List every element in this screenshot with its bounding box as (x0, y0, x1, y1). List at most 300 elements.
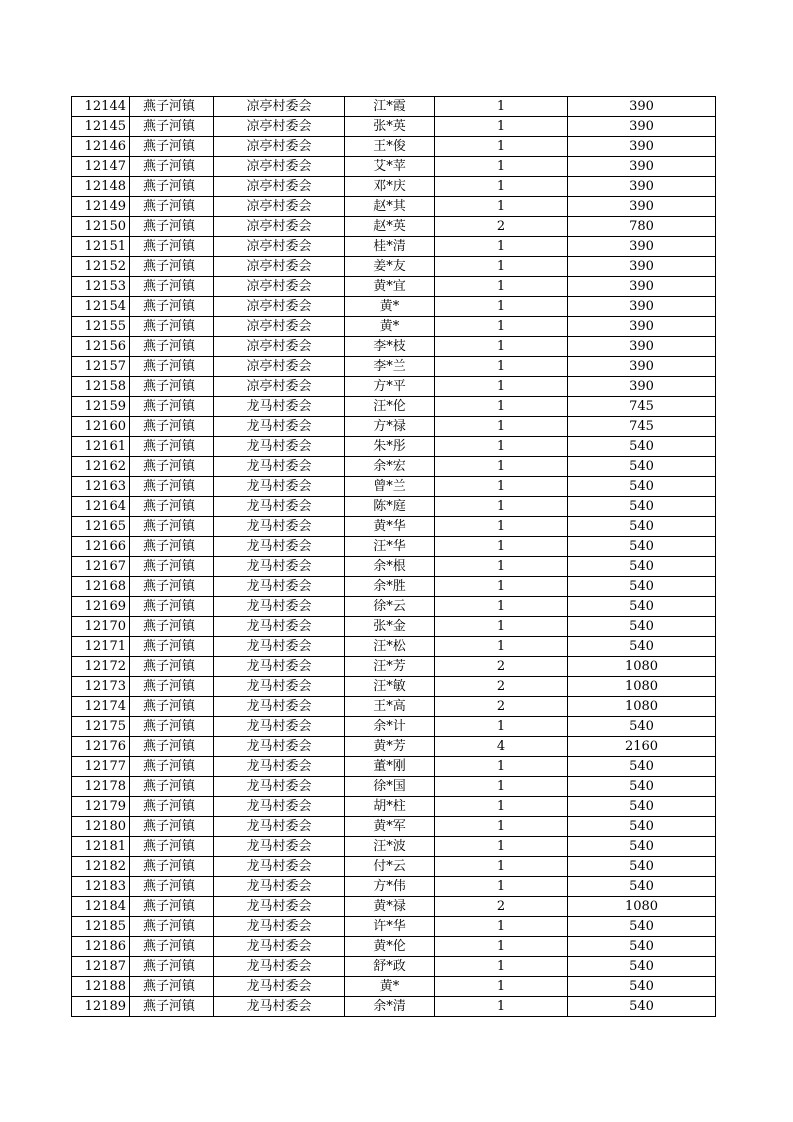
count-cell: 1 (435, 497, 568, 517)
name-cell: 姜*友 (345, 257, 435, 277)
amount-cell: 540 (568, 597, 716, 617)
count-cell: 1 (435, 757, 568, 777)
name-cell: 黄*宜 (345, 277, 435, 297)
row-id-cell: 12145 (72, 117, 130, 137)
table-row (72, 377, 716, 397)
row-id-cell: 12185 (72, 917, 130, 937)
town-cell: 燕子河镇 (130, 957, 214, 977)
village-cell: 龙马村委会 (214, 837, 345, 857)
table-row (72, 937, 716, 957)
name-cell: 方*平 (345, 377, 435, 397)
amount-cell: 390 (568, 357, 716, 377)
amount-cell: 390 (568, 137, 716, 157)
amount-cell: 1080 (568, 697, 716, 717)
town-cell: 燕子河镇 (130, 977, 214, 997)
village-cell: 龙马村委会 (214, 757, 345, 777)
row-id-cell: 12150 (72, 217, 130, 237)
amount-cell: 745 (568, 417, 716, 437)
name-cell: 陈*庭 (345, 497, 435, 517)
table-row (72, 617, 716, 637)
amount-cell: 540 (568, 557, 716, 577)
row-id-cell: 12158 (72, 377, 130, 397)
row-id-cell: 12149 (72, 197, 130, 217)
row-id-cell: 12146 (72, 137, 130, 157)
table-row (72, 177, 716, 197)
town-cell: 燕子河镇 (130, 777, 214, 797)
name-cell: 张*金 (345, 617, 435, 637)
town-cell: 燕子河镇 (130, 457, 214, 477)
town-cell: 燕子河镇 (130, 757, 214, 777)
name-cell: 余*清 (345, 997, 435, 1017)
row-id-cell: 12169 (72, 597, 130, 617)
count-cell: 1 (435, 517, 568, 537)
amount-cell: 540 (568, 637, 716, 657)
name-cell: 胡*柱 (345, 797, 435, 817)
amount-cell: 540 (568, 957, 716, 977)
name-cell: 余*宏 (345, 457, 435, 477)
amount-cell: 390 (568, 117, 716, 137)
amount-cell: 390 (568, 197, 716, 217)
count-cell: 1 (435, 837, 568, 857)
town-cell: 燕子河镇 (130, 577, 214, 597)
count-cell: 1 (435, 577, 568, 597)
count-cell: 1 (435, 937, 568, 957)
village-cell: 龙马村委会 (214, 437, 345, 457)
town-cell: 燕子河镇 (130, 897, 214, 917)
amount-cell: 540 (568, 477, 716, 497)
village-cell: 龙马村委会 (214, 857, 345, 877)
village-cell: 凉亭村委会 (214, 97, 345, 117)
village-cell: 龙马村委会 (214, 957, 345, 977)
row-id-cell: 12156 (72, 337, 130, 357)
amount-cell: 390 (568, 377, 716, 397)
name-cell: 付*云 (345, 857, 435, 877)
name-cell: 黄*军 (345, 817, 435, 837)
table-row (72, 277, 716, 297)
amount-cell: 540 (568, 517, 716, 537)
amount-cell: 390 (568, 177, 716, 197)
count-cell: 2 (435, 697, 568, 717)
row-id-cell: 12157 (72, 357, 130, 377)
name-cell: 黄*芳 (345, 737, 435, 757)
table-row (72, 857, 716, 877)
count-cell: 4 (435, 737, 568, 757)
count-cell: 1 (435, 197, 568, 217)
table-row (72, 257, 716, 277)
town-cell: 燕子河镇 (130, 697, 214, 717)
village-cell: 龙马村委会 (214, 477, 345, 497)
village-cell: 龙马村委会 (214, 777, 345, 797)
village-cell: 龙马村委会 (214, 797, 345, 817)
table-row (72, 817, 716, 837)
town-cell: 燕子河镇 (130, 277, 214, 297)
count-cell: 2 (435, 217, 568, 237)
amount-cell: 540 (568, 917, 716, 937)
count-cell: 1 (435, 117, 568, 137)
table-row (72, 397, 716, 417)
village-cell: 凉亭村委会 (214, 197, 345, 217)
town-cell: 燕子河镇 (130, 137, 214, 157)
table-row (72, 777, 716, 797)
table-row (72, 557, 716, 577)
village-cell: 龙马村委会 (214, 637, 345, 657)
row-id-cell: 12155 (72, 317, 130, 337)
table-row (72, 337, 716, 357)
row-id-cell: 12168 (72, 577, 130, 597)
name-cell: 余*胜 (345, 577, 435, 597)
count-cell: 1 (435, 417, 568, 437)
town-cell: 燕子河镇 (130, 417, 214, 437)
name-cell: 许*华 (345, 917, 435, 937)
row-id-cell: 12189 (72, 997, 130, 1017)
amount-cell: 540 (568, 577, 716, 597)
village-cell: 龙马村委会 (214, 917, 345, 937)
table-row (72, 317, 716, 337)
amount-cell: 390 (568, 157, 716, 177)
name-cell: 桂*清 (345, 237, 435, 257)
village-cell: 凉亭村委会 (214, 237, 345, 257)
name-cell: 方*伟 (345, 877, 435, 897)
village-cell: 龙马村委会 (214, 557, 345, 577)
village-cell: 龙马村委会 (214, 817, 345, 837)
town-cell: 燕子河镇 (130, 197, 214, 217)
row-id-cell: 12176 (72, 737, 130, 757)
town-cell: 燕子河镇 (130, 737, 214, 757)
village-cell: 龙马村委会 (214, 597, 345, 617)
row-id-cell: 12172 (72, 657, 130, 677)
town-cell: 燕子河镇 (130, 497, 214, 517)
table-row (72, 577, 716, 597)
table-row (72, 237, 716, 257)
village-cell: 龙马村委会 (214, 517, 345, 537)
row-id-cell: 12174 (72, 697, 130, 717)
village-cell: 龙马村委会 (214, 997, 345, 1017)
table-row (72, 437, 716, 457)
name-cell: 赵*英 (345, 217, 435, 237)
count-cell: 1 (435, 957, 568, 977)
amount-cell: 540 (568, 857, 716, 877)
town-cell: 燕子河镇 (130, 397, 214, 417)
amount-cell: 540 (568, 617, 716, 637)
village-cell: 龙马村委会 (214, 977, 345, 997)
row-id-cell: 12175 (72, 717, 130, 737)
village-cell: 龙马村委会 (214, 937, 345, 957)
amount-cell: 540 (568, 937, 716, 957)
row-id-cell: 12184 (72, 897, 130, 917)
name-cell: 董*刚 (345, 757, 435, 777)
amount-cell: 540 (568, 997, 716, 1017)
village-cell: 龙马村委会 (214, 897, 345, 917)
town-cell: 燕子河镇 (130, 157, 214, 177)
table-row (72, 897, 716, 917)
count-cell: 1 (435, 357, 568, 377)
table-row (72, 597, 716, 617)
amount-cell: 1080 (568, 677, 716, 697)
name-cell: 汪*伦 (345, 397, 435, 417)
town-cell: 燕子河镇 (130, 477, 214, 497)
count-cell: 1 (435, 997, 568, 1017)
row-id-cell: 12159 (72, 397, 130, 417)
row-id-cell: 12163 (72, 477, 130, 497)
table-body (72, 97, 716, 1017)
amount-cell: 2160 (568, 737, 716, 757)
town-cell: 燕子河镇 (130, 377, 214, 397)
count-cell: 1 (435, 977, 568, 997)
count-cell: 2 (435, 657, 568, 677)
village-cell: 凉亭村委会 (214, 317, 345, 337)
name-cell: 李*兰 (345, 357, 435, 377)
amount-cell: 540 (568, 497, 716, 517)
table-row (72, 917, 716, 937)
amount-cell: 390 (568, 277, 716, 297)
town-cell: 燕子河镇 (130, 817, 214, 837)
village-cell: 凉亭村委会 (214, 297, 345, 317)
village-cell: 龙马村委会 (214, 677, 345, 697)
village-cell: 龙马村委会 (214, 537, 345, 557)
count-cell: 1 (435, 797, 568, 817)
count-cell: 1 (435, 597, 568, 617)
count-cell: 1 (435, 637, 568, 657)
count-cell: 1 (435, 397, 568, 417)
count-cell: 1 (435, 237, 568, 257)
town-cell: 燕子河镇 (130, 517, 214, 537)
town-cell: 燕子河镇 (130, 637, 214, 657)
row-id-cell: 12187 (72, 957, 130, 977)
count-cell: 1 (435, 317, 568, 337)
amount-cell: 540 (568, 877, 716, 897)
amount-cell: 540 (568, 537, 716, 557)
name-cell: 张*英 (345, 117, 435, 137)
table-row (72, 877, 716, 897)
town-cell: 燕子河镇 (130, 437, 214, 457)
count-cell: 1 (435, 137, 568, 157)
amount-cell: 540 (568, 797, 716, 817)
count-cell: 1 (435, 177, 568, 197)
name-cell: 汪*松 (345, 637, 435, 657)
amount-cell: 540 (568, 717, 716, 737)
town-cell: 燕子河镇 (130, 857, 214, 877)
amount-cell: 540 (568, 817, 716, 837)
row-id-cell: 12177 (72, 757, 130, 777)
amount-cell: 390 (568, 337, 716, 357)
count-cell: 2 (435, 897, 568, 917)
table-row (72, 957, 716, 977)
count-cell: 1 (435, 97, 568, 117)
name-cell: 汪*华 (345, 537, 435, 557)
count-cell: 1 (435, 877, 568, 897)
count-cell: 1 (435, 617, 568, 637)
name-cell: 余*计 (345, 717, 435, 737)
table-row (72, 977, 716, 997)
village-cell: 龙马村委会 (214, 737, 345, 757)
count-cell: 1 (435, 157, 568, 177)
row-id-cell: 12188 (72, 977, 130, 997)
village-cell: 龙马村委会 (214, 657, 345, 677)
town-cell: 燕子河镇 (130, 797, 214, 817)
row-id-cell: 12183 (72, 877, 130, 897)
name-cell: 汪*敏 (345, 677, 435, 697)
count-cell: 1 (435, 277, 568, 297)
name-cell: 汪*芳 (345, 657, 435, 677)
village-cell: 凉亭村委会 (214, 377, 345, 397)
row-id-cell: 12179 (72, 797, 130, 817)
name-cell: 徐*国 (345, 777, 435, 797)
count-cell: 1 (435, 457, 568, 477)
table-row (72, 697, 716, 717)
table-row (72, 137, 716, 157)
name-cell: 徐*云 (345, 597, 435, 617)
name-cell: 曾*兰 (345, 477, 435, 497)
table-row (72, 157, 716, 177)
town-cell: 燕子河镇 (130, 177, 214, 197)
count-cell: 1 (435, 297, 568, 317)
town-cell: 燕子河镇 (130, 297, 214, 317)
count-cell: 1 (435, 777, 568, 797)
amount-cell: 390 (568, 237, 716, 257)
table-row (72, 757, 716, 777)
village-cell: 龙马村委会 (214, 697, 345, 717)
table-row (72, 117, 716, 137)
table-row (72, 97, 716, 117)
town-cell: 燕子河镇 (130, 97, 214, 117)
amount-cell: 540 (568, 457, 716, 477)
count-cell: 1 (435, 717, 568, 737)
table-row (72, 477, 716, 497)
village-cell: 凉亭村委会 (214, 157, 345, 177)
name-cell: 余*根 (345, 557, 435, 577)
table-row (72, 997, 716, 1017)
amount-cell: 745 (568, 397, 716, 417)
count-cell: 1 (435, 477, 568, 497)
table-row (72, 497, 716, 517)
town-cell: 燕子河镇 (130, 257, 214, 277)
name-cell: 朱*彤 (345, 437, 435, 457)
row-id-cell: 12182 (72, 857, 130, 877)
name-cell: 舒*政 (345, 957, 435, 977)
village-cell: 凉亭村委会 (214, 177, 345, 197)
table-row (72, 837, 716, 857)
village-cell: 龙马村委会 (214, 877, 345, 897)
village-cell: 凉亭村委会 (214, 357, 345, 377)
table-row (72, 717, 716, 737)
row-id-cell: 12160 (72, 417, 130, 437)
name-cell: 王*高 (345, 697, 435, 717)
town-cell: 燕子河镇 (130, 657, 214, 677)
town-cell: 燕子河镇 (130, 717, 214, 737)
row-id-cell: 12154 (72, 297, 130, 317)
row-id-cell: 12152 (72, 257, 130, 277)
row-id-cell: 12161 (72, 437, 130, 457)
count-cell: 1 (435, 337, 568, 357)
village-cell: 龙马村委会 (214, 617, 345, 637)
town-cell: 燕子河镇 (130, 537, 214, 557)
row-id-cell: 12147 (72, 157, 130, 177)
village-cell: 凉亭村委会 (214, 117, 345, 137)
amount-cell: 540 (568, 437, 716, 457)
amount-cell: 390 (568, 297, 716, 317)
table-row (72, 737, 716, 757)
count-cell: 1 (435, 437, 568, 457)
name-cell: 赵*其 (345, 197, 435, 217)
name-cell: 江*霞 (345, 97, 435, 117)
town-cell: 燕子河镇 (130, 317, 214, 337)
count-cell: 1 (435, 917, 568, 937)
name-cell: 王*俊 (345, 137, 435, 157)
amount-cell: 540 (568, 757, 716, 777)
amount-cell: 390 (568, 317, 716, 337)
row-id-cell: 12171 (72, 637, 130, 657)
town-cell: 燕子河镇 (130, 997, 214, 1017)
name-cell: 黄* (345, 317, 435, 337)
amount-cell: 1080 (568, 897, 716, 917)
amount-cell: 390 (568, 257, 716, 277)
amount-cell: 390 (568, 97, 716, 117)
village-cell: 龙马村委会 (214, 577, 345, 597)
count-cell: 2 (435, 677, 568, 697)
village-cell: 龙马村委会 (214, 417, 345, 437)
village-cell: 凉亭村委会 (214, 277, 345, 297)
village-cell: 凉亭村委会 (214, 257, 345, 277)
name-cell: 黄* (345, 977, 435, 997)
town-cell: 燕子河镇 (130, 237, 214, 257)
amount-cell: 1080 (568, 657, 716, 677)
row-id-cell: 12167 (72, 557, 130, 577)
row-id-cell: 12153 (72, 277, 130, 297)
name-cell: 黄*伦 (345, 937, 435, 957)
count-cell: 1 (435, 557, 568, 577)
village-cell: 龙马村委会 (214, 717, 345, 737)
table-row (72, 297, 716, 317)
table-row (72, 357, 716, 377)
table-row (72, 517, 716, 537)
town-cell: 燕子河镇 (130, 597, 214, 617)
village-cell: 龙马村委会 (214, 397, 345, 417)
name-cell: 方*禄 (345, 417, 435, 437)
name-cell: 黄*禄 (345, 897, 435, 917)
town-cell: 燕子河镇 (130, 617, 214, 637)
town-cell: 燕子河镇 (130, 357, 214, 377)
town-cell: 燕子河镇 (130, 677, 214, 697)
row-id-cell: 12181 (72, 837, 130, 857)
town-cell: 燕子河镇 (130, 937, 214, 957)
table-row (72, 677, 716, 697)
count-cell: 1 (435, 817, 568, 837)
town-cell: 燕子河镇 (130, 337, 214, 357)
table-row (72, 217, 716, 237)
town-cell: 燕子河镇 (130, 217, 214, 237)
amount-cell: 780 (568, 217, 716, 237)
village-cell: 龙马村委会 (214, 457, 345, 477)
table-row (72, 797, 716, 817)
name-cell: 黄*华 (345, 517, 435, 537)
name-cell: 艾*苹 (345, 157, 435, 177)
table-row (72, 417, 716, 437)
town-cell: 燕子河镇 (130, 557, 214, 577)
row-id-cell: 12166 (72, 537, 130, 557)
table-row (72, 657, 716, 677)
village-cell: 凉亭村委会 (214, 217, 345, 237)
village-cell: 凉亭村委会 (214, 137, 345, 157)
row-id-cell: 12151 (72, 237, 130, 257)
row-id-cell: 12148 (72, 177, 130, 197)
row-id-cell: 12178 (72, 777, 130, 797)
village-cell: 龙马村委会 (214, 497, 345, 517)
row-id-cell: 12173 (72, 677, 130, 697)
table-row (72, 537, 716, 557)
row-id-cell: 12186 (72, 937, 130, 957)
name-cell: 李*枝 (345, 337, 435, 357)
table-row (72, 637, 716, 657)
